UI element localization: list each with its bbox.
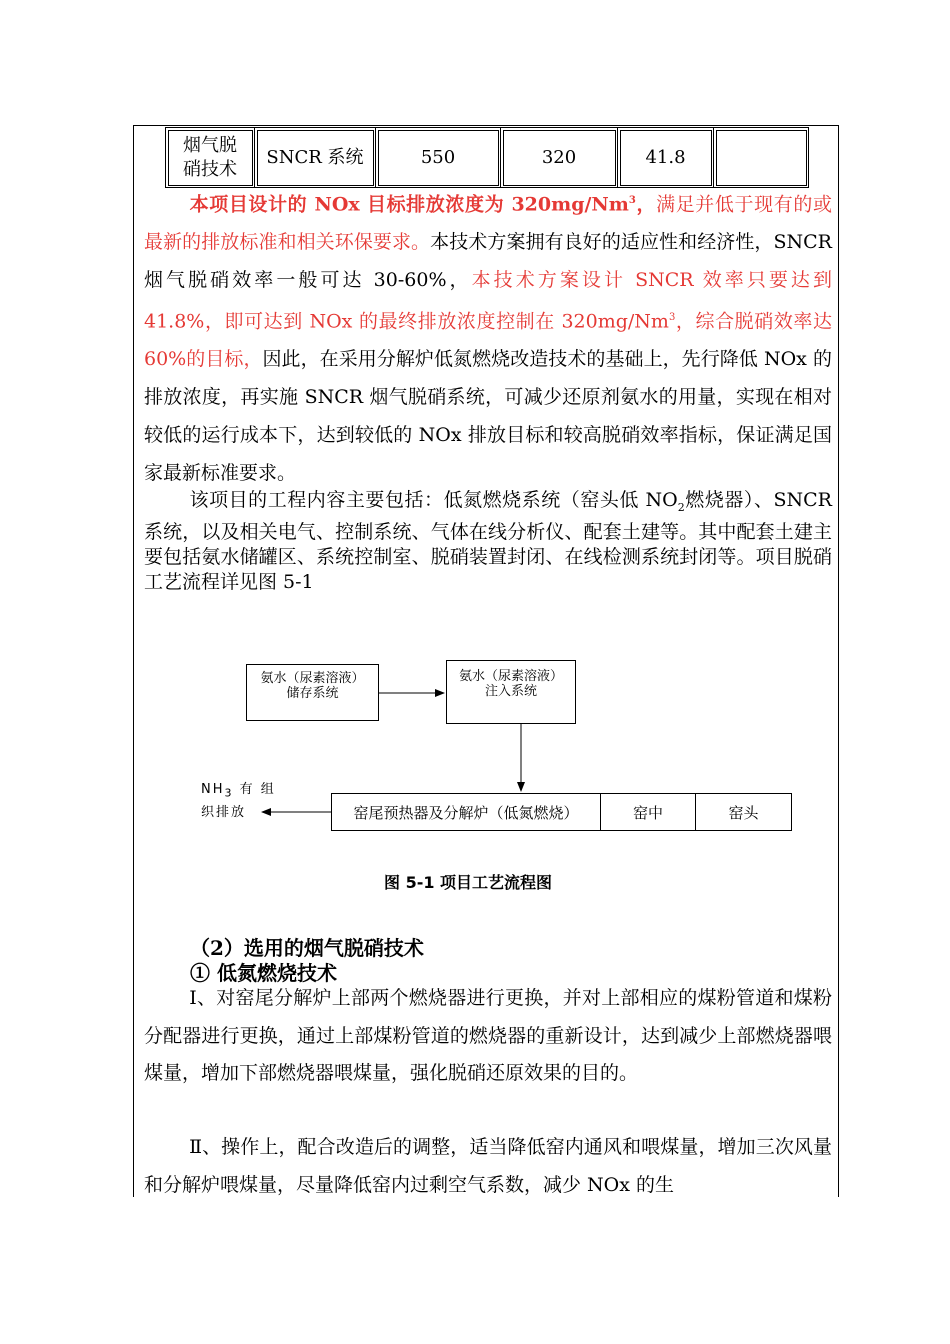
subscript: 3 [224,786,234,800]
preheater-cell: 窑尾预热器及分解炉（低氮燃烧） [331,793,601,831]
body-text: 燃烧器）、SNCR 系统，以及相关电气、控制系统、气体在线分析仪、配套土建等。其中配套土建主要包括氨水储罐区、系统控制室、脱硝装置封闭、在线检测系统封闭等。项目脱硝工艺流程详见图 5-1 [144,489,832,593]
box-label: 储存系统 [286,686,339,701]
box-label: 氨水（尿素溶液） [458,669,563,684]
body-text: Ⅰ、对窑尾分解炉上部两个燃烧器进行更换，并对上部相应的煤粉管道和煤粉分配器进行更换，通过上部煤粉管道的燃烧器的重新设计，达到减少上部燃烧器喂煤量，增加下部燃烧器喂煤量，强化脱硝还原效果的目的。 [144,987,832,1085]
box-label: 注入系统 [484,684,537,699]
box-label: 氨水（尿素溶液） [260,671,365,686]
superscript: 3 [668,312,676,324]
body-text: 本技术方案拥有良好的适应性和经济性，SNCR 烟气脱硝效率一般可达 30-60%， [144,231,832,291]
subscript: 2 [677,500,685,514]
body-text: Ⅱ、操作上，配合改造后的调整，适当降低窑内通风和喂煤量，增加三次风量和分解炉喂煤量，尽量降低窑内过剩空气系数，减少 NOx 的生 [144,1136,832,1196]
red-text: ，综合脱硝效率达 60%的目标， [144,310,832,371]
table-cell: 320 [501,128,618,188]
red-bold-text: 本项目设计的 NOx 目标排放浓度为 320mg/Nm [189,193,629,216]
nh3-text: 有 组 [233,782,276,797]
red-bold-text: ， [635,193,657,216]
paragraph-item-2 [144,1129,832,1204]
subsection-heading: ① 低氮燃烧技术 [190,961,337,985]
body-text: 因此，在采用分解炉低氮燃烧改造技术的基础上，先行降低 NOx 的排放浓度，再实施 SNCR 烟气脱硝系统，可减少还原剂氨水的用量，实现在相对较低的运行成本下，达到较低的 NOx 排放目标和较高脱硝效率指标，保证满足国家最新标准要求。 [144,348,832,484]
nh3-emission-label [201,780,276,822]
superscript: 3 [628,195,636,206]
table-cell: 41.8 [618,128,714,188]
body-text: 该项目的工程内容主要包括：低氮燃烧系统（窑头低 NO [189,489,678,511]
nh3-text: 织排放 [201,804,247,820]
red-text: 满足并低于现有的或最新的排放标准和相关环保要求。 [144,193,832,254]
nh3-text: NH [201,782,225,797]
section-heading: （2）选用的烟气脱硝技术 [190,936,424,960]
kiln-middle-cell: 窑中 [600,793,696,831]
kiln-head-cell: 窑头 [695,793,792,831]
paragraph-item-1 [144,980,832,1093]
table-cell: 550 [376,128,501,188]
table-cell: SNCR 系统 [255,128,376,188]
table-cell: 烟气脱硝技术 [166,128,255,188]
figure-caption: 图 5-1 项目工艺流程图 [384,873,553,892]
red-text: 本技术方案设计 SNCR 效率只要达到 41.8%，即可达到 NOx 的最终排放浓度控制在 320mg/Nm [144,268,832,333]
